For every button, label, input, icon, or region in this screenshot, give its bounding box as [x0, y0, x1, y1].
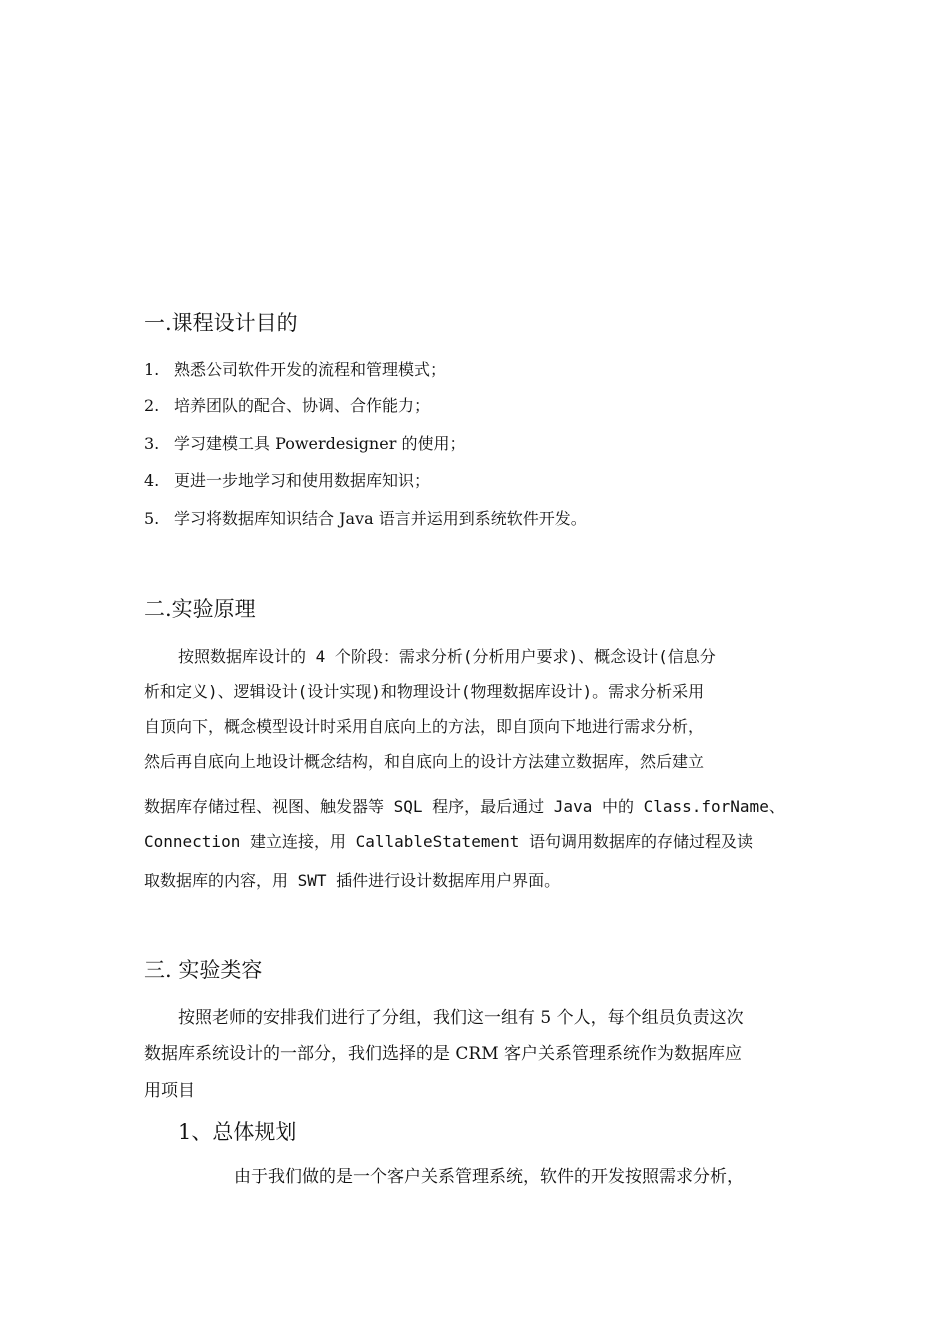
- paragraph-line: 由于我们做的是一个客户关系管理系统，软件的开发按照需求分析，: [234, 1167, 744, 1187]
- section-1-title: 一.课程设计目的: [144, 311, 298, 335]
- paragraph-line: 用项目: [144, 1081, 195, 1101]
- paragraph-line: 析和定义)、逻辑设计(设计实现)和物理设计(物理数据库设计)。需求分析采用: [144, 682, 705, 701]
- list-text: 学习将数据库知识结合 Java 语言并运用到系统软件开发。: [174, 509, 587, 528]
- paragraph-line: 自顶向下，概念模型设计时采用自底向上的方法，即自顶向下地进行需求分析，: [144, 717, 705, 736]
- paragraph-line: 按照老师的安排我们进行了分组，我们这一组有 5 个人，每个组员负责这次: [178, 1008, 744, 1028]
- list-text: 培养团队的配合、协调、合作能力；: [174, 396, 431, 415]
- paragraph-line: 按照数据库设计的 4 个阶段：需求分析(分析用户要求)、概念设计(信息分: [178, 647, 716, 666]
- paragraph-line: 数据库系统设计的一部分，我们选择的是 CRM 客户关系管理系统作为数据库应: [144, 1044, 743, 1064]
- list-item-5: [144, 508, 587, 530]
- list-text: 更进一步地学习和使用数据库知识；: [174, 471, 431, 490]
- list-text: 学习建模工具 Powerdesigner 的使用；: [174, 434, 466, 453]
- list-item-1: [144, 359, 446, 381]
- subsection-1-title: 1、总体规划: [178, 1120, 297, 1144]
- list-item-2: [144, 395, 430, 417]
- section-3-title: 三. 实验类容: [144, 958, 263, 982]
- section-2-title: 二.实验原理: [144, 597, 256, 621]
- paragraph-line: 然后再自底向上地设计概念结构，和自底向上的设计方法建立数据库，然后建立: [144, 752, 705, 771]
- list-item-3: [144, 433, 465, 455]
- paragraph-line: 取数据库的内容，用 SWT 插件进行设计数据库用户界面。: [144, 871, 561, 890]
- paragraph-line: Connection 建立连接，用 CallableStatement 语句调用数据库的存储过程及读: [144, 832, 753, 851]
- list-number: 4.: [144, 471, 160, 490]
- paragraph-line: 数据库存储过程、视图、触发器等 SQL 程序，最后通过 Java 中的 Class.forName、: [144, 797, 785, 816]
- list-number: 1.: [144, 360, 160, 379]
- list-text: 熟悉公司软件开发的流程和管理模式；: [174, 360, 447, 379]
- list-item-4: [144, 470, 430, 492]
- list-number: 3.: [144, 434, 160, 453]
- list-number: 2.: [144, 396, 160, 415]
- list-number: 5.: [144, 509, 160, 528]
